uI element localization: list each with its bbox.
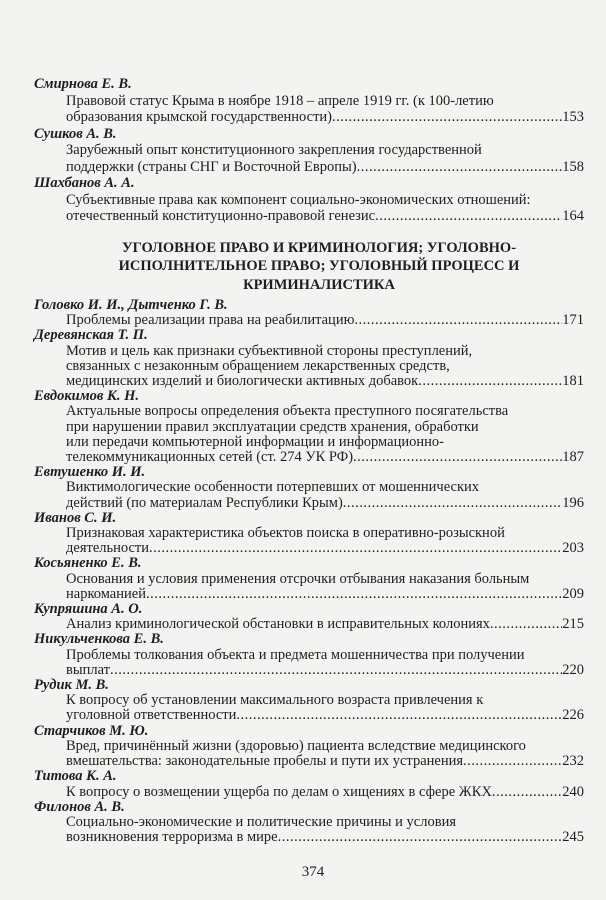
entry-author: Рудик М. В.	[34, 677, 109, 694]
page-number: 374	[301, 864, 325, 880]
toc-entry	[34, 298, 584, 328]
toc-entry	[34, 632, 584, 678]
entry-page-number: 226	[562, 707, 584, 724]
entry-title-line	[34, 541, 584, 556]
entry-title-line: К вопросу об установлении максимального возраста привлечения к	[66, 692, 484, 709]
toc-section	[34, 239, 584, 846]
entry-page-number: 245	[562, 829, 584, 846]
toc-entry	[34, 328, 584, 389]
entry-title-line	[34, 450, 584, 465]
entry-author: Смирнова Е. В.	[34, 76, 132, 92]
entry-page-number: 209	[562, 585, 584, 602]
dot-leader	[236, 708, 562, 723]
entry-title-line: Социально-экономические и политические причины и условия	[66, 813, 456, 830]
entry-title-line: Правовой статус Крыма в ноябре 1918 – апреле 1919 гг. (к 100-летию	[66, 92, 494, 109]
entry-title-line	[34, 587, 584, 602]
toc-entry	[34, 76, 584, 126]
entry-title-line	[34, 208, 584, 225]
entry-title-text: образования крымской государственности)	[66, 109, 333, 125]
section-heading-line: УГОЛОВНОЕ ПРАВО И КРИМИНОЛОГИЯ; УГОЛОВНО-	[121, 239, 517, 256]
dot-leader	[149, 541, 562, 556]
entry-author: Головко И. И., Дытченко Г. В.	[34, 297, 228, 313]
dot-leader	[375, 208, 562, 225]
entry-title-line	[34, 313, 584, 328]
entry-title-text: выплат	[66, 661, 110, 678]
entry-title-text: деятельности	[66, 540, 150, 557]
entry-author: Деревянская Т. П.	[34, 327, 148, 344]
entry-page-number: 164	[562, 208, 584, 224]
entry-title-line	[34, 374, 584, 389]
entry-title-text: уголовной ответственности	[66, 707, 237, 724]
entry-title-text: Анализ криминологической обстановки в исправительных колониях	[66, 616, 490, 633]
entry-title-line: Признаковая характеристика объектов поиска в оперативно-розыскной	[66, 525, 505, 542]
entry-page-number: 203	[562, 540, 584, 557]
section-heading-line: КРИМИНАЛИСТИКА	[243, 276, 395, 293]
entry-title-text: действий (по материалам Республики Крым)	[66, 494, 343, 511]
dot-leader	[354, 313, 562, 328]
entry-author: Евдокимов К. Н.	[34, 388, 140, 405]
dot-leader	[332, 109, 562, 126]
entry-title-line: Субъективные права как компонент социально-экономических отношений:	[66, 191, 531, 208]
entry-page-number: 181	[562, 373, 584, 390]
dot-leader	[110, 663, 562, 678]
toc-entry	[34, 389, 584, 465]
entry-author: Никульченкова Е. В.	[34, 631, 164, 648]
entry-page-number: 187	[562, 449, 584, 466]
entry-title-text: Проблемы реализации права на реабилитацию	[66, 312, 355, 329]
entry-title-line	[34, 496, 584, 511]
entry-title-text: поддержки (страны СНГ и Восточной Европы)	[66, 158, 357, 175]
toc-entry	[34, 465, 584, 511]
entry-title-text: телекоммуникационных сетей (ст. 274 УК РФ)	[66, 449, 354, 466]
entry-page-number: 196	[562, 494, 584, 511]
entry-title-line: при нарушении правил эксплуатации средств хранения, обработки	[66, 418, 479, 435]
toc-section	[34, 76, 584, 225]
entry-title-line: связанных с незаконным обращением лекарственных средств,	[66, 357, 450, 374]
toc-entry	[34, 175, 584, 225]
entry-author: Титова К. А.	[34, 768, 117, 785]
entry-title-line	[34, 663, 584, 678]
entry-author: Иванов С. И.	[34, 509, 117, 526]
entry-title-text: наркоманией	[66, 585, 146, 602]
entry-author: Филонов А. В.	[34, 798, 125, 815]
toc-entry	[34, 602, 584, 632]
entry-author: Евтушенко И. И.	[34, 464, 146, 481]
dot-leader	[492, 785, 562, 800]
entry-page-number: 171	[562, 312, 584, 329]
table-of-contents	[34, 76, 584, 845]
toc-entry	[34, 800, 584, 846]
entry-title-line: Зарубежный опыт конституционного закрепления государственной	[66, 142, 482, 158]
entry-author: Косьяненко Е. В.	[34, 555, 142, 572]
dot-leader	[418, 374, 562, 389]
entry-title-line	[34, 830, 584, 845]
entry-page-number: 232	[562, 753, 584, 770]
dot-leader	[463, 754, 562, 769]
dot-leader	[343, 496, 562, 511]
entry-title-text: возникновения терроризма в мире	[66, 829, 278, 846]
entry-author: Сушков А. В.	[34, 125, 117, 142]
section-heading-line: ИСПОЛНИТЕЛЬНОЕ ПРАВО; УГОЛОВНЫЙ ПРОЦЕСС И	[118, 258, 520, 274]
entry-title-line	[34, 109, 584, 126]
toc-entry	[34, 724, 584, 770]
toc-entry	[34, 126, 584, 176]
entry-page-number: 153	[562, 109, 584, 125]
entry-title-text: отечественный конституционно-правовой генезис	[66, 208, 376, 224]
entry-author: Шахбанов А. А.	[34, 175, 135, 191]
entry-page-number: 220	[562, 661, 584, 678]
entry-title-line	[34, 754, 584, 769]
entry-title-text: вмешательства: законодательные пробелы и пути их устранения	[66, 753, 464, 770]
dot-leader	[146, 587, 562, 602]
dot-leader	[357, 159, 563, 176]
entry-title-text: медицинских изделий и биологически активных добавок	[66, 373, 419, 390]
entry-title-line	[34, 159, 584, 176]
toc-entry	[34, 769, 584, 799]
entry-title-line: или передачи компьютерной информации и информационно-	[66, 433, 444, 450]
entry-title-line: Вред, причинённый жизни (здоровью) пациента вследствие медицинского	[66, 737, 526, 754]
dot-leader	[490, 617, 562, 632]
entry-page-number: 158	[562, 158, 584, 175]
entry-title-line	[34, 708, 584, 723]
toc-entry	[34, 556, 584, 602]
entry-page-number: 240	[562, 783, 584, 800]
entry-author: Купряшина А. О.	[34, 601, 143, 618]
entry-title-line	[34, 785, 584, 800]
entry-title-line: Актуальные вопросы определения объекта преступного посягательства	[66, 403, 509, 420]
entry-title-line: Виктимологические особенности потерпевших от мошеннических	[66, 479, 479, 496]
entry-title-line	[34, 617, 584, 632]
toc-entry	[34, 511, 584, 557]
entry-title-line: Проблемы толкования объекта и предмета мошенничества при получении	[66, 646, 525, 663]
dot-leader	[278, 830, 563, 845]
entry-title-line: Мотив и цель как признаки субъективной стороны преступлений,	[66, 342, 473, 359]
dot-leader	[353, 450, 562, 465]
entry-title-text: К вопросу о возмещении ущерба по делам о хищениях в сфере ЖКХ	[66, 783, 492, 800]
entry-page-number: 215	[562, 616, 584, 633]
section-heading	[54, 239, 584, 295]
entry-title-line: Основания и условия применения отсрочки отбывания наказания больным	[66, 570, 530, 587]
entry-author: Старчиков М. Ю.	[34, 722, 149, 739]
toc-entry	[34, 678, 584, 724]
